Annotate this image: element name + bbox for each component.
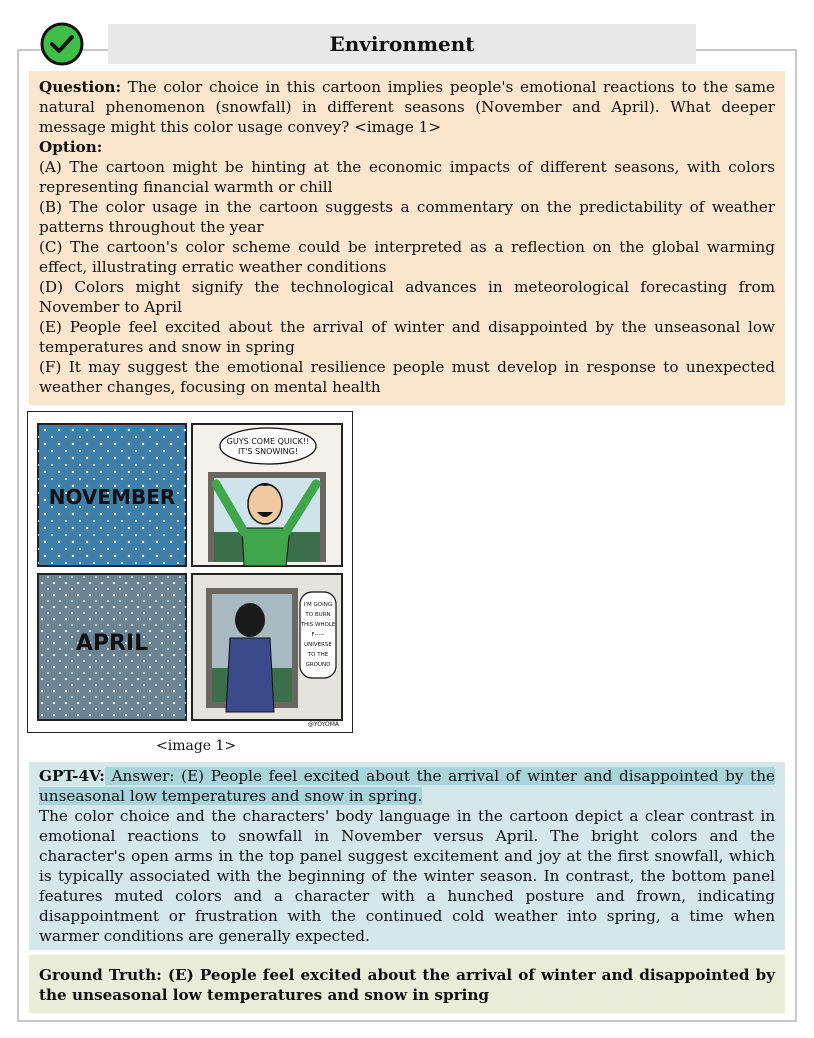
november-label: NOVEMBER [48,485,176,509]
gpt-panel [29,762,785,950]
artist-signature: @YOYOMA [307,721,339,728]
ground-truth-panel: Ground Truth: (E) People feel excited about the arrival of winter and disappointed by the unseasonal low temperatures and snow in spring [29,955,785,1013]
april-label: APRIL [75,631,149,656]
section-title: Environment [108,24,696,64]
speech-bubble-1-line1: GUYS COME QUICK!! [226,437,310,446]
option-f: (F) It may suggest the emotional resilience people must develop in response to unexpected weather changes, focusing on mental health [39,358,775,396]
question-text [39,77,775,137]
november-panel [38,424,186,566]
speech-bubble-2-line2: TO BURN [305,612,331,618]
option-d: (D) Colors might signify the technological advances in meteorological forecasting from November to April [39,278,775,316]
cartoon-image [27,411,353,733]
question-panel [29,71,785,405]
question-label: Question: [39,78,122,96]
excited-panel [192,424,342,566]
option-a: (A) The cartoon might be hinting at the economic impacts of different seasons, with colors representing financial warmth or chill [39,158,775,196]
option-e: (E) People feel excited about the arrival of winter and disappointed by the unseasonal low temperatures and snow in spring [39,318,775,356]
speech-bubble-2-line5: UNIVERSE [304,642,332,648]
disappointed-panel [192,574,342,728]
option-c: (C) The cartoon's color scheme could be interpreted as a reflection on the global warming effect, illustrating erratic weather conditions [39,238,775,276]
gpt-explanation: The color choice and the characters' body language in the cartoon depict a clear contrast in emotional reactions to snowfall in November versus April. The bright colors and the character's open arms in the top panel suggest excitement and joy at the first snowfall, which is typically associated with the beginning of the winter season. In contrast, the bottom panel features muted colors and a character with a hunched posture and frown, indicating disappointment or frustration with the continued cold weather into spring, a time when warmer conditions are generally expected. [39,807,775,945]
gpt-answer [39,766,775,806]
gpt-answer-highlight: Answer: (E) People feel excited about the arrival of winter and disappointed by the unseasonal low temperatures and snow in spring. [39,767,775,805]
speech-bubble-2-line3: THIS WHOLE [300,622,336,628]
speech-bubble-2-line1: I'M GOING [303,602,333,608]
april-panel [38,574,186,720]
speech-bubble-2-line6: TO THE [307,652,329,658]
question-body: The color choice in this cartoon implies people's emotional reactions to the same natural phenomenon (snowfall) in different seasons (November and April). What deeper message might this color usage convey? <image 1> [39,78,775,136]
option-label: Option: [39,138,103,156]
option-b: (B) The color usage in the cartoon suggests a commentary on the predictability of weather patterns throughout the year [39,198,775,236]
speech-bubble-1-line2: IT'S SNOWING! [237,447,299,456]
speech-bubble-2-line7: GROUND [305,662,331,668]
check-icon [40,22,84,66]
gpt-label: GPT-4V: [39,767,105,785]
cartoon-drawing [28,412,351,731]
image-caption: <image 1> [156,738,237,754]
speech-bubble-2-line4: F----- [311,632,325,638]
